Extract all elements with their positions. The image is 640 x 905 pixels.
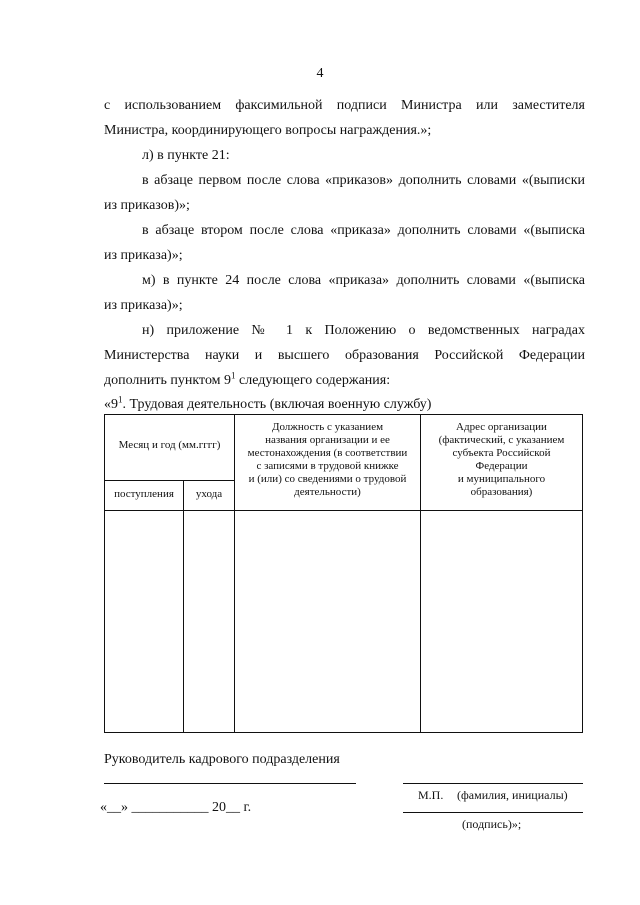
table-divider xyxy=(105,510,582,511)
paragraph-line: н) приложение № 1 к Положению о ведомственных наградах xyxy=(142,323,585,338)
table-divider xyxy=(105,480,235,481)
sign-label: (подпись)»; xyxy=(462,817,522,831)
mp-label: М.П. xyxy=(418,788,444,802)
paragraph-line: из приказов)»; xyxy=(104,198,190,213)
supplement-text-end: следующего содержания: xyxy=(235,373,391,388)
date-line: «__» ___________ 20__ г. xyxy=(100,800,252,815)
paragraph-line: из приказа)»; xyxy=(104,298,183,313)
paragraph-line: из приказа)»; xyxy=(104,248,183,263)
signature-title: Руководитель кадрового подразделения xyxy=(104,752,340,767)
paragraph-line: л) в пункте 21: xyxy=(142,148,230,163)
signature-rule xyxy=(104,783,356,784)
name-rule xyxy=(403,783,583,784)
name-label: (фамилия, инициалы) xyxy=(457,788,568,802)
table-title xyxy=(104,394,432,413)
header-month-year: Месяц и год (мм.гггг) xyxy=(118,439,221,451)
table-title-sup: 1 xyxy=(118,394,123,405)
header-end: ухода xyxy=(195,488,223,500)
supplement-line xyxy=(104,370,391,389)
supplement-sup: 1 xyxy=(231,370,236,381)
paragraph-line: с использованием факсимильной подписи Министра или заместителя xyxy=(104,98,585,113)
paragraph-line: в абзаце втором после слова «приказа» дополнить словами «(выписка xyxy=(142,223,585,238)
sign-rule xyxy=(403,812,583,813)
paragraph-line: м) в пункте 24 после слова «приказа» дополнить словами «(выписка xyxy=(142,273,585,288)
work-history-table xyxy=(104,414,583,733)
page-number: 4 xyxy=(316,66,324,81)
header-position: Должность с указанием названия организации и ее местонахождения (в соответствии с записями в трудовой книжке и (или) со сведениями о трудовой деятельности) xyxy=(247,421,408,498)
header-start: поступления xyxy=(114,488,174,500)
table-title-end: . Трудовая деятельность (включая военную службу) xyxy=(122,397,432,412)
table-title-start: «9 xyxy=(104,397,118,412)
table-divider xyxy=(183,480,184,732)
paragraph-line: в абзаце первом после слова «приказов» дополнить словами «(выписки xyxy=(142,173,585,188)
header-address: Адрес организации (фактический, с указанием субъекта Российской Федерации и муниципального образования) xyxy=(438,421,565,498)
supplement-text: дополнить пунктом 9 xyxy=(104,373,232,388)
paragraph-line: Министра, координирующего вопросы награждения.»; xyxy=(104,123,432,138)
paragraph-line: Министерства науки и высшего образования Российской Федерации xyxy=(104,348,585,363)
